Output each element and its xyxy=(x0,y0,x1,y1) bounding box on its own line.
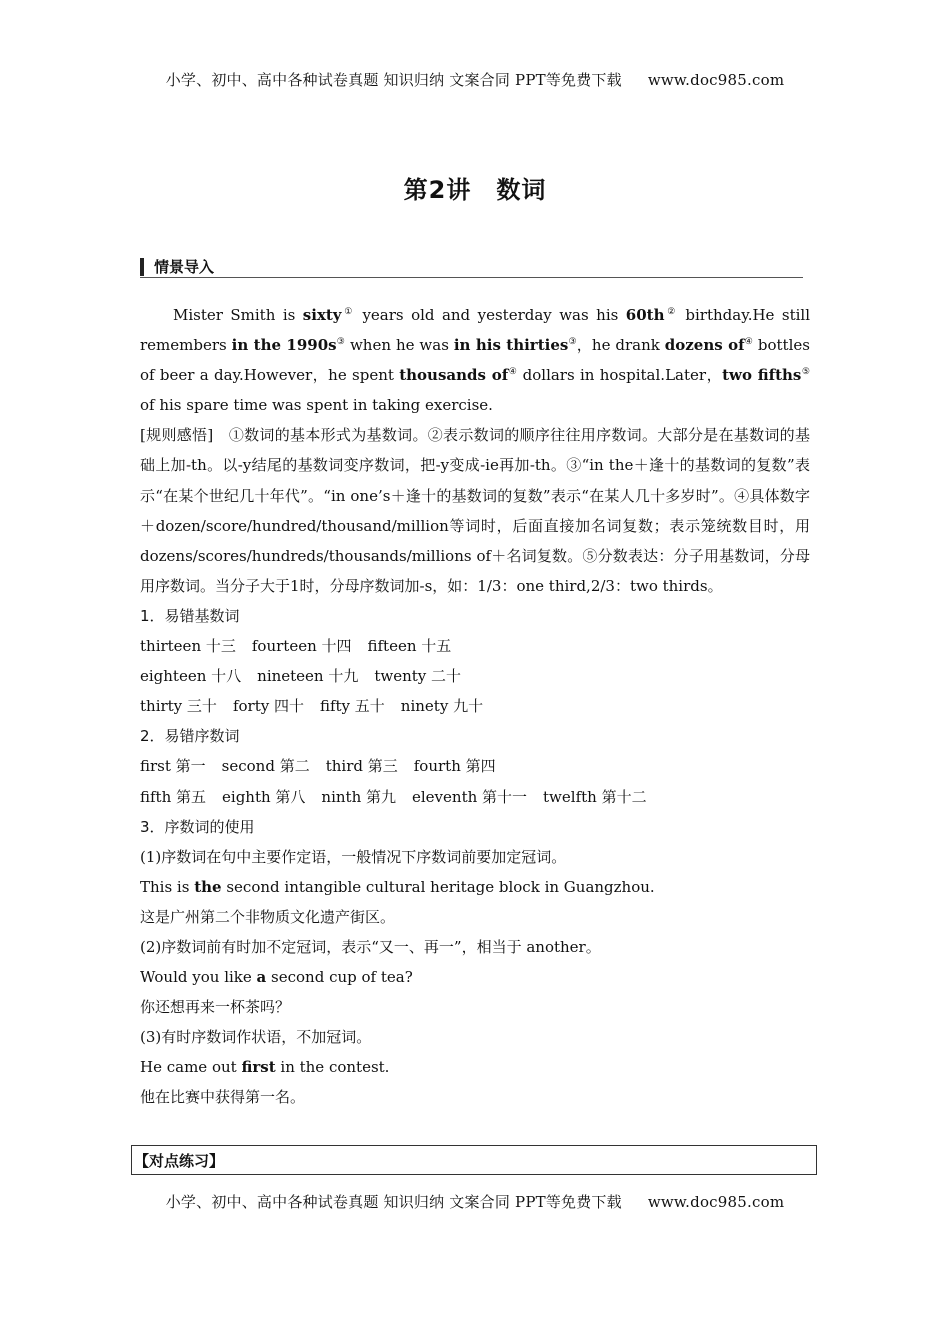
cardinal-row xyxy=(140,661,810,691)
cardinal-word: fifty 五十 xyxy=(319,697,385,716)
ordinal-heading: 2．易错序数词 xyxy=(140,727,240,746)
cardinal-word: twenty 二十 xyxy=(374,667,462,686)
intro-bold: dozens of xyxy=(664,336,745,355)
intro-text: birthday.He still remembers xyxy=(140,306,810,355)
example-bold: the xyxy=(194,877,222,896)
intro-mark: ④ xyxy=(508,367,518,378)
example-text: Would you like xyxy=(140,968,257,987)
section-rule xyxy=(140,277,803,278)
ordinal-word: fifth 第五 xyxy=(140,787,207,806)
ordinal-word: first 第一 xyxy=(140,757,206,776)
section-marker xyxy=(140,258,144,276)
usage-rule: (3)有时序数词作状语，不加冠词。 xyxy=(140,1028,372,1047)
intro-text: dollars in hospital.Later， xyxy=(517,366,723,385)
cardinal-word: fourteen 十四 xyxy=(251,637,352,656)
cardinal-word: eighteen 十八 xyxy=(140,667,242,686)
example-text: second cup of tea? xyxy=(266,968,413,987)
example-bold: first xyxy=(241,1058,276,1077)
example-translation: 你还想再来一杯茶吗？ xyxy=(140,998,291,1017)
rule-paragraph: [规则感悟] ①数词的基本形式为基数词。②表示数词的顺序往往用序数词。大部分是在基数词的基础上加-th。以-y结尾的基数词变序数词，把-y变成-ie再加-th。③“in the＋逢十的基数词的复数”表示“在某个世纪几十年代”。“in one’s＋逢十的基数词的复数”表示“在某人几十多岁时”。④具体数字＋dozen/score/hundred/thousand/million等词时，后面直接加名词复数；表示笼统数目时，用dozens/scores/hundreds/thousands/millions of＋名词复数。⑤分数表达：分子用基数词，分母用序数词。当分子大于1时，分母序数词加-s，如：1/3：one third,2/3：two thirds。 xyxy=(140,426,810,595)
intro-bold: thousands of xyxy=(399,366,509,385)
cardinal-heading: 1．易错基数词 xyxy=(140,606,240,625)
intro-bold: in his thirties xyxy=(453,336,569,355)
intro-text: ，he drank xyxy=(576,336,665,355)
example-bold: a xyxy=(256,968,267,987)
cardinal-word: thirteen 十三 xyxy=(140,637,236,656)
usage-heading: 3．序数词的使用 xyxy=(140,817,255,836)
intro-bold: in the 1990s xyxy=(231,336,337,355)
example-text: This is xyxy=(140,877,195,896)
header-site[interactable]: www.doc985.com xyxy=(647,71,785,89)
cardinal-word: nineteen 十九 xyxy=(257,667,359,686)
example-translation: 这是广州第二个非物质文化遗产街区。 xyxy=(140,907,396,926)
example-text: in the contest. xyxy=(275,1058,390,1077)
practice-box xyxy=(131,1145,817,1175)
cardinal-word: fifteen 十五 xyxy=(367,637,452,656)
usage-rule: (2)序数词前有时加不定冠词，表示“又一、再一”，相当于 another。 xyxy=(140,937,601,956)
intro-mark: ① xyxy=(341,307,355,317)
cardinal-word: ninety 九十 xyxy=(400,697,484,716)
ordinal-word: eighth 第八 xyxy=(222,787,306,806)
cardinal-word: thirty 三十 xyxy=(140,697,217,716)
page-header xyxy=(0,69,950,90)
intro-text: of his spare time was spent in taking exercise. xyxy=(140,396,493,415)
footer-site[interactable]: www.doc985.com xyxy=(647,1193,785,1211)
section-label: 情景导入 xyxy=(154,258,215,276)
page-footer xyxy=(0,1191,950,1212)
ordinal-word: twelfth 第十二 xyxy=(543,787,647,806)
example-sentence xyxy=(140,1052,810,1082)
intro-bold: 60th xyxy=(625,306,665,324)
intro-text: years old and yesterday was his xyxy=(354,306,626,324)
usage-rule: (1)序数词在句中主要作定语，一般情况下序数词前要加定冠词。 xyxy=(140,847,567,866)
ordinal-word: second 第二 xyxy=(221,757,310,776)
cardinal-row xyxy=(140,691,810,721)
intro-paragraph xyxy=(140,300,810,420)
intro-text: bottles of beer a day.However，he spent xyxy=(140,336,810,385)
practice-label: 【对点练习】 xyxy=(134,1152,225,1170)
cardinal-row xyxy=(140,631,810,661)
ordinal-word: fourth 第四 xyxy=(413,757,496,776)
intro-text: when he was xyxy=(345,336,454,355)
ordinal-word: eleventh 第十一 xyxy=(412,787,528,806)
ordinal-row xyxy=(140,782,810,812)
intro-mark: ③ xyxy=(568,337,577,348)
example-sentence xyxy=(140,872,810,902)
intro-mark: ⑤ xyxy=(801,367,810,378)
example-text: He came out xyxy=(140,1058,242,1077)
example-sentence xyxy=(140,962,810,992)
example-text: second intangible cultural heritage block in Guangzhou. xyxy=(221,877,655,896)
footer-text: 小学、初中、高中各种试卷真题 知识归纳 文案合同 PPT等免费下载 xyxy=(165,1193,622,1211)
intro-text: Mister Smith is xyxy=(173,306,303,324)
section-bar xyxy=(140,256,803,278)
intro-mark: ④ xyxy=(744,337,753,348)
page-title: 第2讲 数词 xyxy=(403,176,547,204)
intro-mark: ② xyxy=(664,307,678,317)
main-content xyxy=(140,300,810,1113)
cardinal-word: forty 四十 xyxy=(232,697,304,716)
intro-mark: ③ xyxy=(336,337,346,348)
ordinal-row xyxy=(140,751,810,781)
example-translation: 他在比赛中获得第一名。 xyxy=(140,1088,306,1107)
intro-bold: two fifths xyxy=(722,366,802,385)
header-text: 小学、初中、高中各种试卷真题 知识归纳 文案合同 PPT等免费下载 xyxy=(165,71,622,89)
ordinal-word: third 第三 xyxy=(325,757,398,776)
intro-bold: sixty xyxy=(302,306,342,324)
ordinal-word: ninth 第九 xyxy=(321,787,396,806)
